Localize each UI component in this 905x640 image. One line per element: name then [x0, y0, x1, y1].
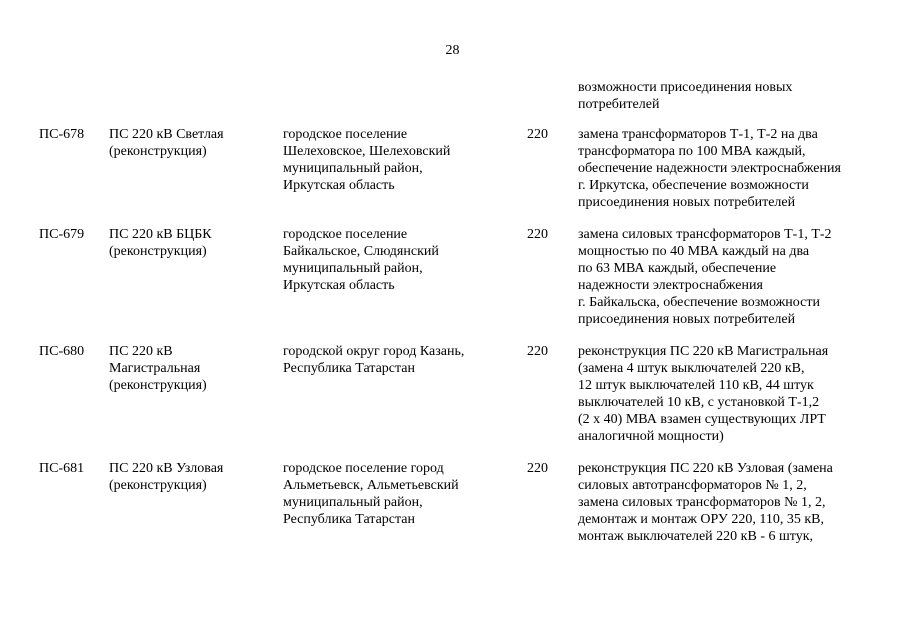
row-location: городское поселение Байкальское, Слюдянский муниципальный район, Иркутская область [283, 227, 439, 293]
row-voltage: 220 [527, 461, 548, 476]
row-location: городской округ город Казань, Республика Татарстан [283, 344, 465, 376]
row-voltage: 220 [527, 227, 548, 242]
row-name: ПС 220 кВ Узловая (реконструкция) [109, 461, 224, 493]
page-number: 28 [445, 43, 460, 58]
row-location: городское поселение город Альметьевск, Альметьевский муниципальный район, Республика Татарстан [283, 461, 459, 527]
row-name: ПС 220 кВ БЦБК (реконструкция) [109, 227, 212, 259]
row-code: ПС-679 [39, 227, 85, 242]
row-location: городское поселение Шелеховское, Шелеховский муниципальный район, Иркутская область [283, 127, 451, 193]
row-description: замена трансформаторов Т-1, Т-2 на два трансформатора по 100 МВА каждый, обеспечение надежности электроснабжения г. Иркутска, обеспечение возможности присоединения новых потребителей [578, 127, 841, 210]
row-code: ПС-680 [39, 344, 85, 359]
row-voltage: 220 [527, 127, 548, 142]
row-code: ПС-678 [39, 127, 85, 142]
row-voltage: 220 [527, 344, 548, 359]
continuation-text: возможности присоединения новых потребителей [578, 80, 793, 112]
row-description: реконструкция ПС 220 кВ Узловая (замена силовых автотрансформаторов № 1, 2, замена силовых трансформаторов № 1, 2, демонтаж и монтаж ОРУ 220, 110, 35 кВ, монтаж выключателей 220 кВ - 6 штук, [578, 461, 833, 544]
row-code: ПС-681 [39, 461, 85, 476]
row-name: ПС 220 кВ Магистральная (реконструкция) [109, 344, 207, 393]
row-description: реконструкция ПС 220 кВ Магистральная (замена 4 штук выключателей 220 кВ, 12 штук выключателей 110 кВ, 44 штук выключателей 10 кВ, с установкой Т-1,2 (2 х 40) МВА взамен существующих ЛРТ аналогичной мощности) [578, 344, 829, 444]
row-description: замена силовых трансформаторов Т-1, Т-2 мощностью по 40 МВА каждый на два по 63 МВА каждый, обеспечение надежности электроснабжения г. Байкальска, обеспечение возможности присоединения новых потребителей [578, 227, 832, 327]
row-name: ПС 220 кВ Светлая (реконструкция) [109, 127, 224, 159]
